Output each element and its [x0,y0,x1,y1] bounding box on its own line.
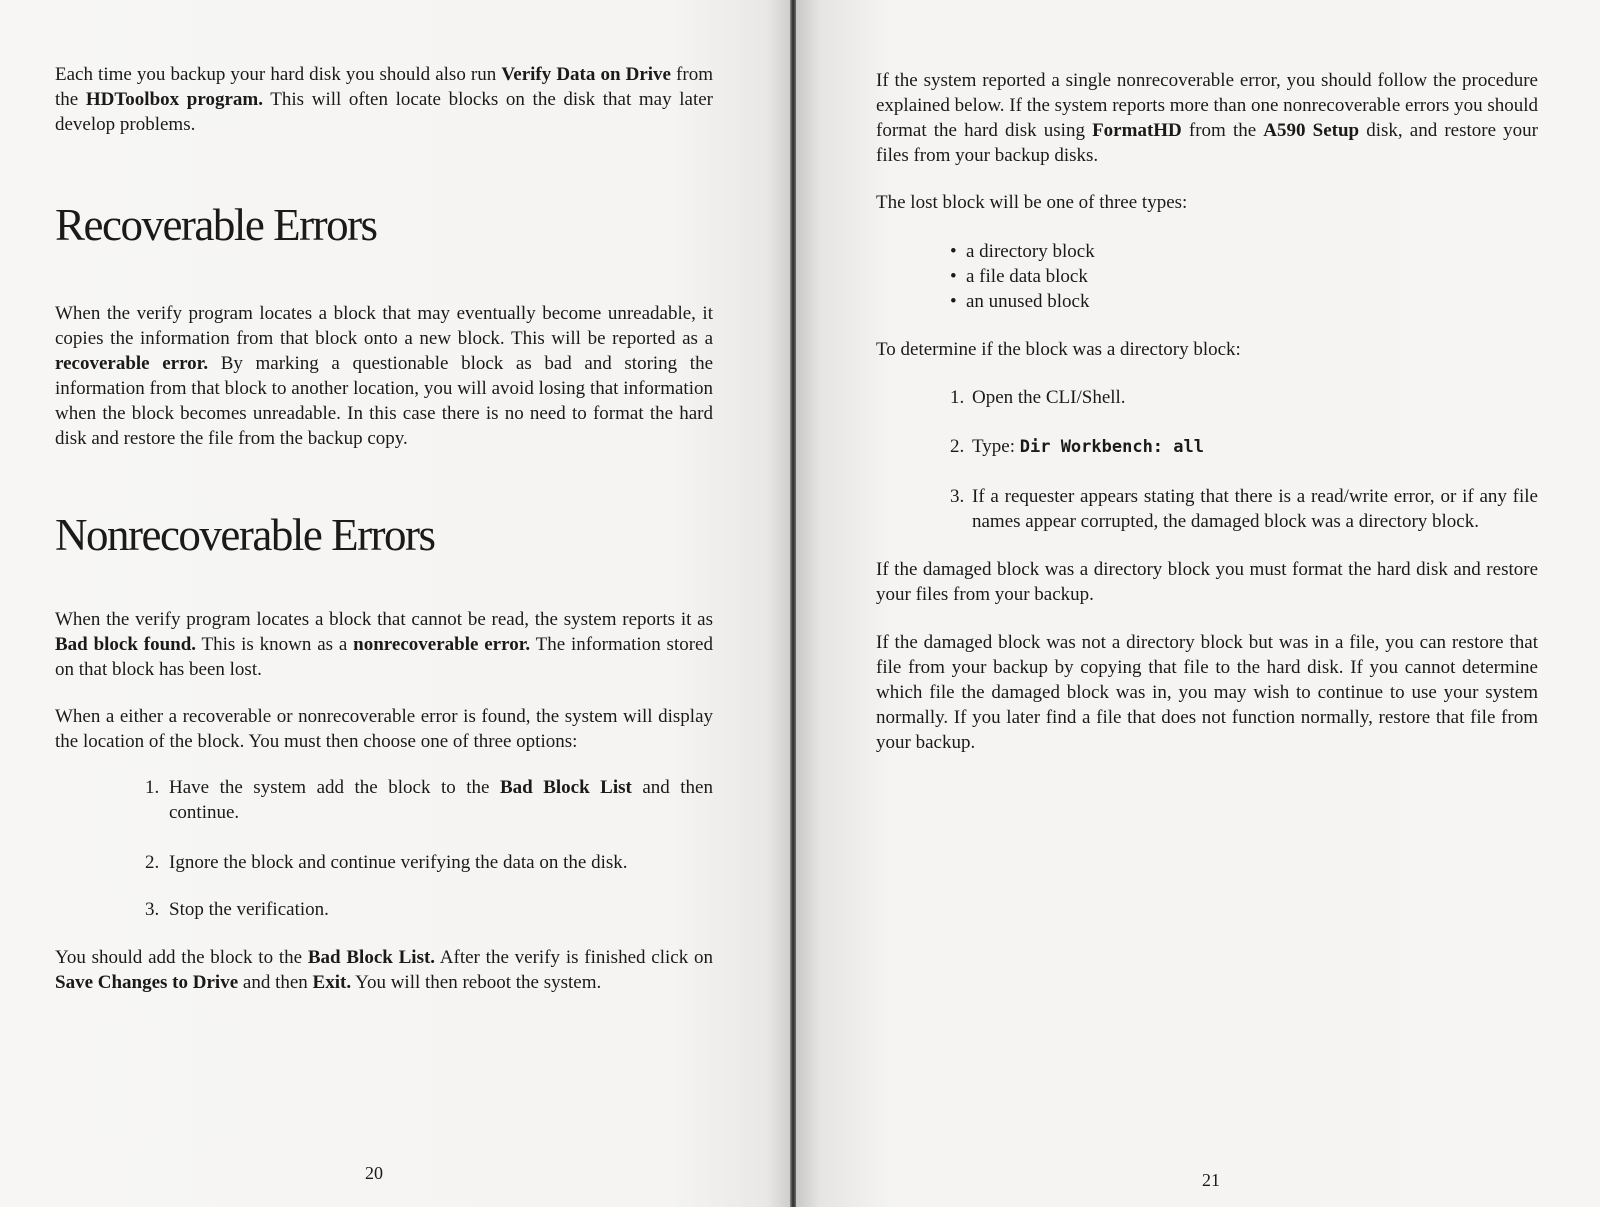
list-number: 2. [145,852,160,873]
types-intro: The lost block will be one of three types: [876,192,1188,213]
bad-block-list-term: Bad Block List. [307,947,436,968]
directory-paragraph: If the damaged block was a directory block you must format the hard disk and restore your files from your backup. [876,559,1538,605]
text: Each time you backup your hard disk you should also run [55,64,502,85]
right-page [796,0,1600,1207]
text: Open the CLI/Shell. [972,387,1126,408]
text: Stop the verification. [169,899,329,920]
recoverable-paragraph [55,301,713,451]
determine-steps-list [876,385,1538,534]
block-types-list [876,239,1538,314]
list-number: 1. [950,387,965,408]
list-item [145,897,713,922]
text: If a requester appears stating that there is a read/write error, or if any file names appear corrupted, the damaged block was a directory block. [972,486,1538,532]
bad-block-found-term: Bad block found. [55,634,197,655]
left-page [0,0,790,1207]
heading-recoverable-errors: Recoverable Errors [55,200,377,250]
intro-paragraph [55,62,713,137]
list-item [145,775,713,825]
text: Ignore the block and continue verifying the data on the disk. [169,852,628,873]
a590-setup-term: A590 Setup [1263,120,1360,141]
intro-paragraph [876,68,1538,168]
list-number: 2. [950,436,965,457]
text: When the verify program locates a block that cannot be read, the system reports it as [55,609,713,630]
nonrecoverable-paragraph [55,607,713,682]
options-list [55,775,713,922]
list-number: 1. [145,777,160,798]
list-number: 3. [950,486,965,507]
text: You will then reboot the system. [351,972,602,993]
page-number: 20 [365,1163,383,1183]
heading-nonrecoverable-errors: Nonrecoverable Errors [55,510,435,560]
list-item [950,434,1538,460]
text: Type: [972,436,1020,457]
text: and then continue. [169,777,713,823]
text: Have the system add the block to the [169,777,500,798]
list-item: • an unused block [950,289,1538,314]
text: You should add the block to the [55,947,308,968]
text: This is known as a [196,634,354,655]
text: disk, and restore your files from your backup disks. [876,120,1538,166]
list-number: 3. [145,899,160,920]
formathd-term: FormatHD [1092,120,1182,141]
text: After the verify is finished click on [435,947,713,968]
list-item [950,484,1538,534]
verify-data-term: Verify Data on Drive [501,64,671,85]
exit-term: Exit. [312,972,352,993]
text: The information stored on that block has been lost. [55,634,713,680]
page-number: 21 [1202,1170,1220,1190]
determine-intro: To determine if the block was a directory block: [876,339,1241,360]
list-item [145,850,713,875]
save-changes-term: Save Changes to Drive [55,972,239,993]
right-page-content [876,68,1538,755]
text: If the system reported a single nonrecoverable error, you should follow the procedure explained below. If the system reports more than one nonrecoverable errors you should format the hard disk using [876,70,1538,141]
list-item: • a directory block [950,239,1538,264]
text: This will often locate blocks on the disk that may later develop problems. [55,89,713,135]
list-item: • a file data block [950,264,1538,289]
text: from the [55,64,713,110]
text: and then [238,972,313,993]
closing-paragraph [55,945,713,995]
hdtoolbox-term: HDToolbox program. [85,89,263,110]
nonrecoverable-error-term: nonrecoverable error. [353,634,531,655]
recoverable-error-term: recoverable error. [55,353,209,374]
options-intro: When a either a recoverable or nonrecoverable error is found, the system will display the location of the block. You must then choose one of three options: [55,706,713,752]
text: from the [1181,120,1264,141]
bad-block-list-term: Bad Block List [499,777,632,798]
text: By marking a questionable block as bad and storing the information from that block to another location, you will avoid losing that information when the block becomes unreadable. In this case there is no need to format the hard disk and restore the file from the backup copy. [55,353,713,449]
left-page-content [55,62,713,995]
command-code: Dir Workbench: all [1019,437,1204,457]
list-item [950,385,1538,410]
text: When the verify program locates a block that may eventually become unreadable, it copies the information from that block onto a new block. This will be reported as a [55,303,713,349]
file-paragraph: If the damaged block was not a directory block but was in a file, you can restore that file from your backup by copying that file to the hard disk. If you cannot determine which file the damaged block was in, you may wish to continue to use your system normally. If you later find a file that does not function normally, restore that file from your backup. [876,632,1538,753]
